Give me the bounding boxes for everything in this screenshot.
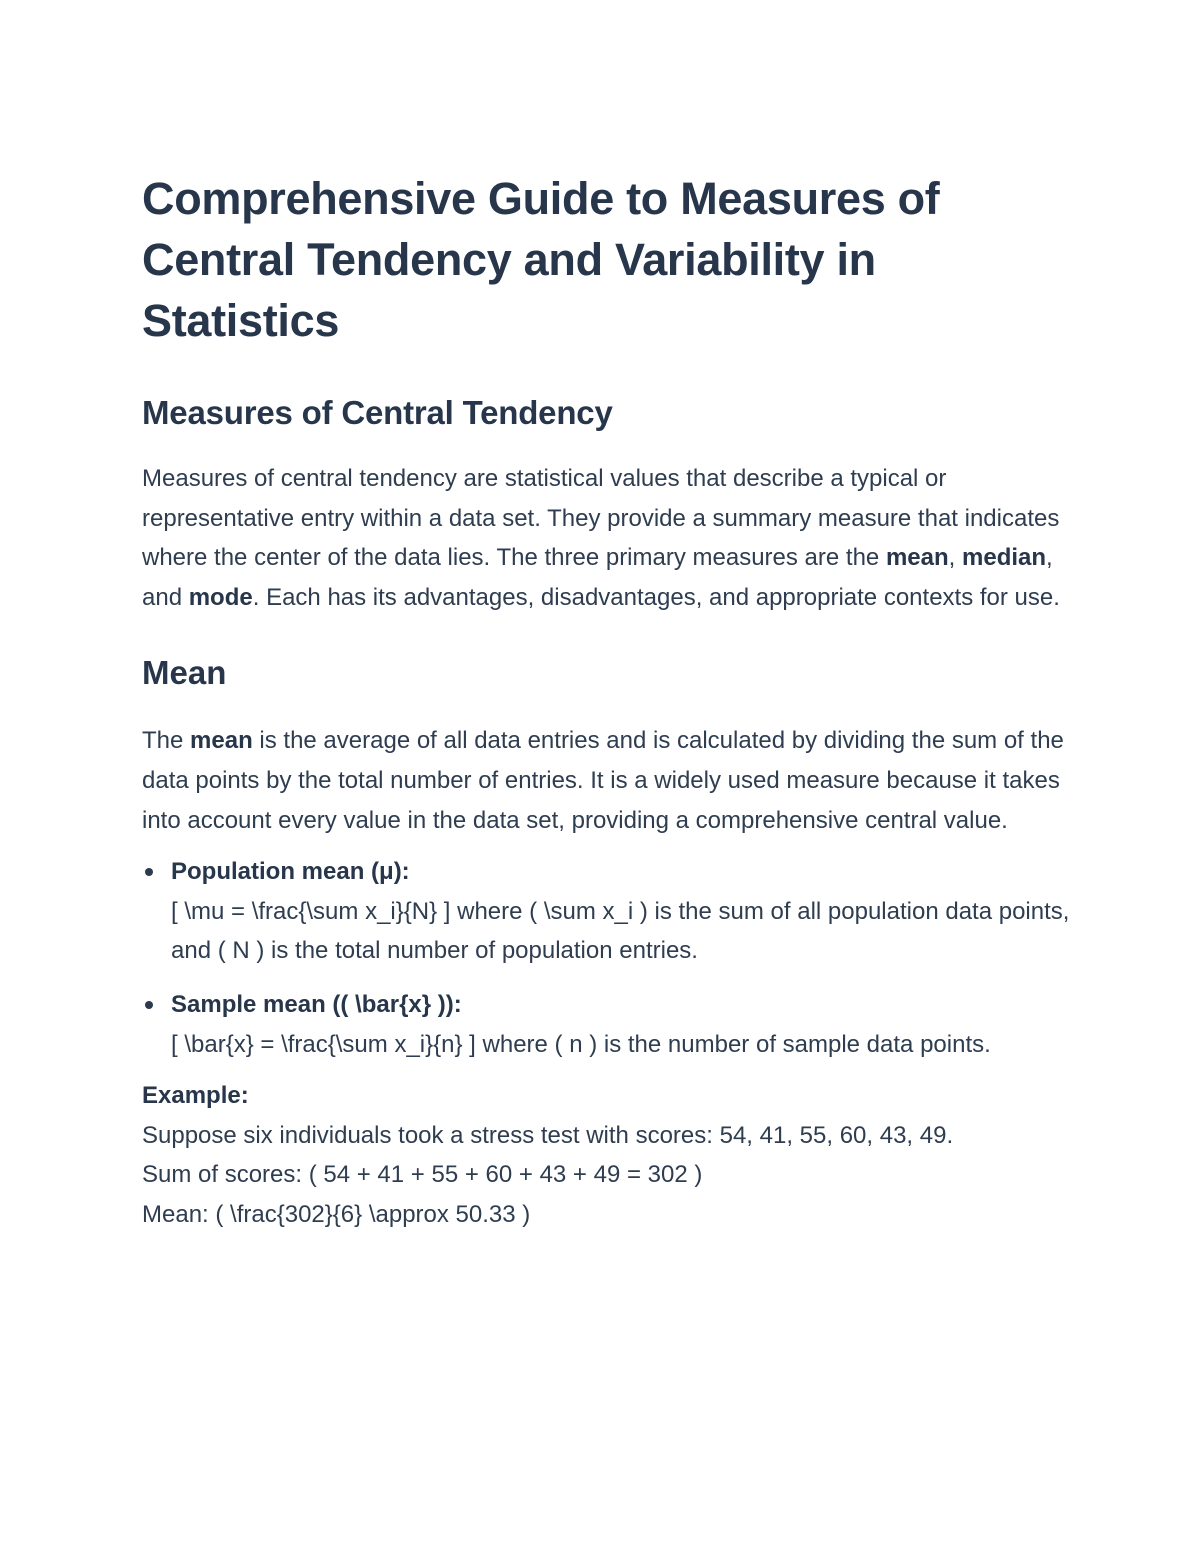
term-mean: mean bbox=[885, 544, 949, 572]
population-mean-label: Population mean (μ): bbox=[171, 858, 410, 886]
mean-description bbox=[142, 721, 1072, 840]
mean-desc-rest: is the average of all data entries and is calculated by dividing the sum of the data points by the total number of entries. It is a widely used measure because it takes into account every value in the data set, providing a comprehensive central value. bbox=[142, 727, 1064, 834]
example-block bbox=[142, 1076, 1072, 1234]
central-tendency-intro bbox=[142, 459, 1072, 617]
term-median: median bbox=[962, 544, 1047, 572]
list-item bbox=[142, 852, 1072, 971]
example-label: Example: bbox=[142, 1082, 249, 1110]
example-line: Mean: ( \frac{302}{6} \approx 50.33 ) bbox=[142, 1200, 531, 1228]
mean-formula-list bbox=[142, 852, 1072, 1064]
page-title: Comprehensive Guide to Measures of Central Tendency and Variability in Statistics bbox=[142, 173, 940, 346]
sample-mean-formula: [ \bar{x} = \frac{\sum x_i}{n} ] where ( n ) is the number of sample data points. bbox=[171, 1030, 991, 1058]
population-mean-formula: [ \mu = \frac{\sum x_i}{N} ] where ( \sum x_i ) is the sum of all population data points, and ( N ) is the total number of population entries. bbox=[171, 897, 1070, 965]
list-item bbox=[142, 985, 1072, 1064]
mean-desc-term: mean bbox=[190, 727, 253, 755]
example-line: Suppose six individuals took a stress test with scores: 54, 41, 55, 60, 43, 49. bbox=[142, 1121, 954, 1149]
mean-heading: Mean bbox=[142, 654, 227, 692]
mean-desc-prefix: The bbox=[142, 727, 191, 755]
sample-mean-label: Sample mean (( \bar{x} )): bbox=[171, 990, 462, 1018]
central-tendency-heading: Measures of Central Tendency bbox=[142, 394, 613, 431]
bullet-icon bbox=[145, 1001, 153, 1009]
intro-text-part1: Measures of central tendency are statistical values that describe a typical or representative entry within a data set. They provide a summary measure that indicates where the center of the data lies. The three primary measures are the bbox=[142, 465, 1060, 572]
term-mode: mode bbox=[188, 583, 253, 611]
document-page bbox=[142, 168, 1072, 1235]
example-line: Sum of scores: ( 54 + 41 + 55 + 60 + 43 + 49 = 302 ) bbox=[142, 1161, 703, 1189]
bullet-icon bbox=[145, 868, 153, 876]
intro-text-part2: . Each has its advantages, disadvantages, and appropriate contexts for use. bbox=[252, 583, 1060, 611]
intro-separator-1: , bbox=[948, 544, 962, 572]
intro-separator-2: , and bbox=[142, 544, 1053, 611]
